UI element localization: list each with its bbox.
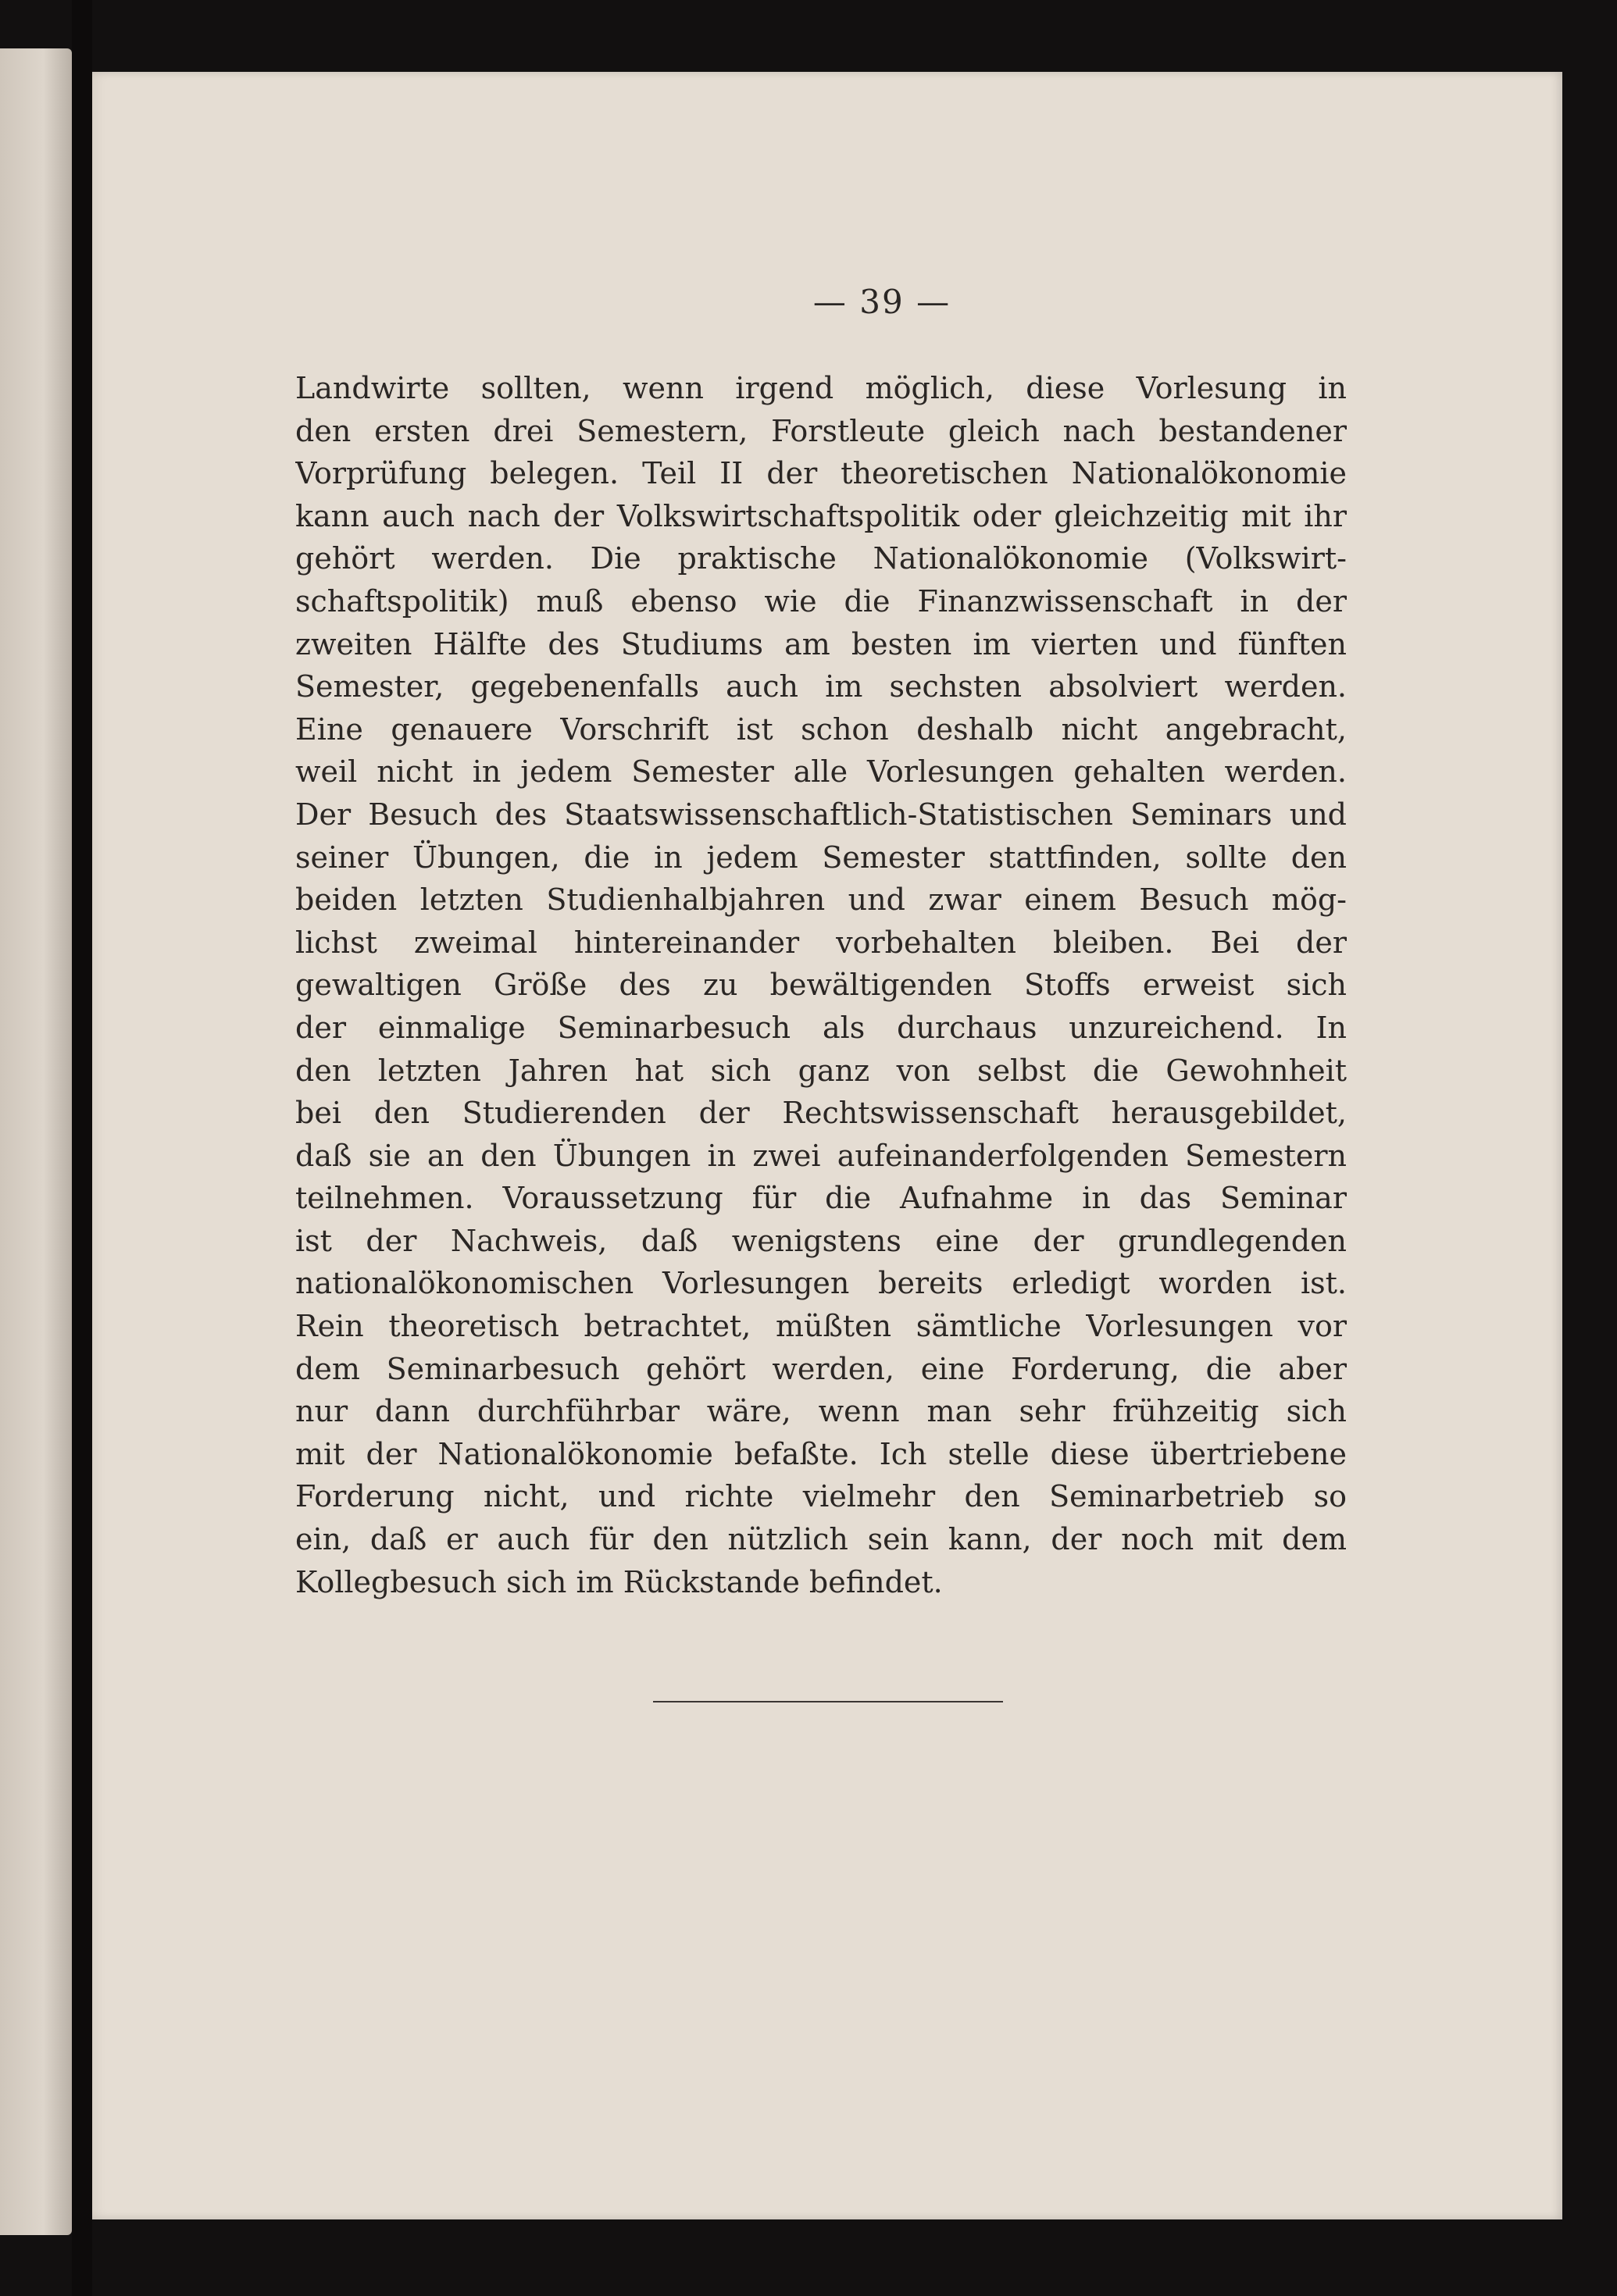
text-line: Der Besuch des Staatswissenschaftlich-Statistischen Seminars und xyxy=(295,797,1347,832)
text-line: den ersten drei Semestern, Forstleute gleich nach bestandener xyxy=(295,413,1347,448)
page-number: — 39 — xyxy=(812,283,951,321)
text-line: der einmalige Seminarbesuch als durchaus unzureichend. In xyxy=(295,1010,1347,1045)
text-line: zweiten Hälfte des Studiums am besten im vierten und fünften xyxy=(295,626,1347,661)
text-line: schaftspolitik) muß ebenso wie die Finanzwissenschaft in der xyxy=(295,583,1347,619)
text-line: daß sie an den Übungen in zwei aufeinanderfolgenden Semestern xyxy=(295,1138,1347,1173)
text-line: mit der Nationalökonomie befaßte. Ich stelle diese übertriebene xyxy=(295,1436,1347,1471)
section-divider xyxy=(653,1701,1003,1702)
facing-page-edge xyxy=(0,48,72,2235)
text-line: dem Seminarbesuch gehört werden, eine Forderung, die aber xyxy=(295,1351,1347,1386)
text-line: Semester, gegebenenfalls auch im sechsten absolviert werden. xyxy=(295,669,1347,704)
text-line: seiner Übungen, die in jedem Semester stattfinden, sollte den xyxy=(295,840,1347,875)
book-page xyxy=(92,72,1562,2219)
text-line: gewaltigen Größe des zu bewältigenden Stoffs erweist sich xyxy=(295,968,1347,1003)
text-line: teilnehmen. Voraussetzung für die Aufnahme in das Seminar xyxy=(295,1181,1347,1216)
text-line: beiden letzten Studienhalbjahren und zwar einem Besuch mög- xyxy=(295,882,1347,918)
text-line: ein, daß er auch für den nützlich sein kann, der noch mit dem xyxy=(295,1522,1347,1557)
book-gutter xyxy=(72,0,92,2296)
text-line: kann auch nach der Volkswirtschaftspolitik oder gleichzeitig mit ihr xyxy=(295,498,1347,533)
text-line: Kollegbesuch sich im Rückstande befindet. xyxy=(295,1564,943,1599)
text-line: Rein theoretisch betrachtet, müßten sämtliche Vorlesungen vor xyxy=(295,1309,1347,1344)
text-line: lichst zweimal hintereinander vorbehalten bleiben. Bei der xyxy=(295,925,1347,960)
text-line: nationalökonomischen Vorlesungen bereits erledigt worden ist. xyxy=(295,1266,1347,1301)
text-line: gehört werden. Die praktische Nationalökonomie (Volkswirt- xyxy=(295,541,1347,576)
text-line: Landwirte sollten, wenn irgend möglich, diese Vorlesung in xyxy=(295,371,1347,405)
text-line: ist der Nachweis, daß wenigstens eine der grundlegenden xyxy=(295,1223,1347,1258)
text-line: nur dann durchführbar wäre, wenn man sehr frühzeitig sich xyxy=(295,1394,1347,1429)
text-line: Vorprüfung belegen. Teil II der theoretischen Nationalökonomie xyxy=(295,456,1347,491)
text-line: weil nicht in jedem Semester alle Vorlesungen gehalten werden. xyxy=(295,754,1347,790)
text-line: den letzten Jahren hat sich ganz von selbst die Gewohnheit xyxy=(295,1053,1347,1088)
text-line: Eine genauere Vorschrift ist schon deshalb nicht angebracht, xyxy=(295,711,1347,747)
text-line: Forderung nicht, und richte vielmehr den Seminarbetrieb so xyxy=(295,1479,1347,1514)
body-text xyxy=(295,367,1347,1603)
text-line: bei den Studierenden der Rechtswissenschaft herausgebildet, xyxy=(295,1096,1347,1131)
